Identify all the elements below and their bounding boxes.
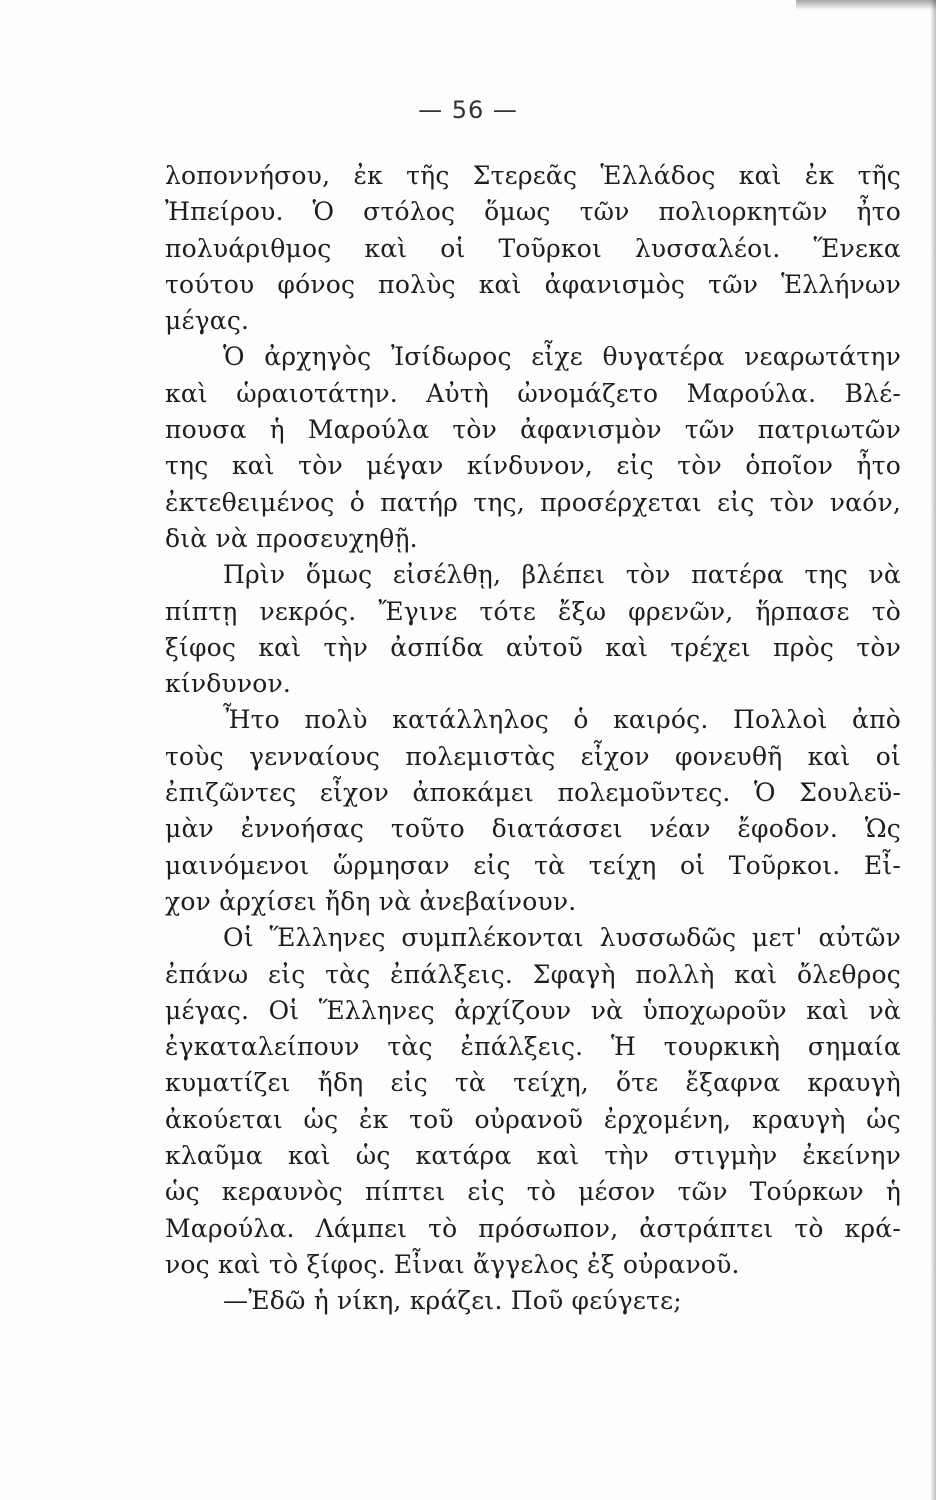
text-line: πουσα ἡ Μαρούλα τὸν ἀφανισμὸν τῶν πατριωτῶν: [165, 415, 901, 445]
text-line: τούτου φόνος πολὺς καὶ ἀφανισμὸς τῶν Ἑλλήνων: [165, 269, 901, 299]
text-line: ἀκούεται ὡς ἐκ τοῦ οὐρανοῦ ἐρχομένη, κραυγὴ ὡς: [165, 1104, 901, 1134]
text-line: μέγας. Οἱ Ἕλληνες ἀρχίζουν νὰ ὑποχωροῦν καὶ νὰ: [165, 995, 901, 1025]
text-line: ἐπάνω εἰς τὰς ἐπάλξεις. Σφαγὴ πολλὴ καὶ ὄλεθρος: [165, 959, 901, 989]
text-line: Οἱ Ἕλληνες συμπλέκονται λυσσωδῶς μετ' αὐτῶν: [223, 923, 901, 953]
scan-top-shadow: [796, 0, 936, 10]
text-line: καὶ ὡραιοτάτην. Αὐτὴ ὠνομάζετο Μαρούλα. Βλέ-: [165, 378, 901, 408]
text-line: της καὶ τὸν μέγαν κίνδυνον, εἰς τὸν ὁποῖον ἦτο: [165, 451, 901, 481]
text-line: λοποννήσου, ἐκ τῆς Στερεᾶς Ἑλλάδος καὶ ἐκ τῆς: [165, 161, 901, 190]
scan-edge-shadow: [930, 0, 936, 1500]
text-line: Ἠπείρου. Ὁ στόλος ὅμως τῶν πολιορκητῶν ἦτο: [165, 197, 901, 227]
text-line: ἐκτεθειμένος ὁ πατήρ της, προσέρχεται εἰς τὸν ναόν,: [165, 487, 901, 517]
text-line: χον ἀρχίσει ἤδη νὰ ἀνεβαίνουν.: [165, 886, 577, 916]
page-number: — 56 —: [418, 96, 518, 124]
body-text: [165, 158, 901, 1320]
text-line: —Ἐδῶ ἡ νίκη, κράζει. Ποῦ φεύγετε;: [223, 1286, 682, 1316]
text-line: Πρὶν ὅμως εἰσέλθῃ, βλέπει τὸν πατέρα της νὰ: [223, 560, 901, 590]
text-line: ἐγκαταλείπουν τὰς ἐπάλξεις. Ἡ τουρκικὴ σημαία: [165, 1032, 901, 1062]
text-line: κίνδυνον.: [165, 669, 292, 699]
text-line: κλαῦμα καὶ ὡς κατάρα καὶ τὴν στιγμὴν ἐκείνην: [165, 1141, 901, 1171]
text-line: πολυάριθμος καὶ οἱ Τοῦρκοι λυσσαλέοι. Ἕνεκα: [165, 233, 901, 263]
text-line: μαινόμενοι ὥρμησαν εἰς τὰ τείχη οἱ Τοῦρκοι. Εἶ-: [165, 850, 901, 880]
text-line: ὡς κεραυνὸς πίπτει εἰς τὸ μέσον τῶν Τούρκων ἡ: [165, 1177, 901, 1207]
text-line: μέγας.: [165, 306, 250, 336]
text-line: Ὁ ἀρχηγὸς Ἰσίδωρος εἶχε θυγατέρα νεαρωτάτην: [223, 342, 901, 372]
text-line: διὰ νὰ προσευχηθῇ.: [165, 523, 418, 553]
text-line: νος καὶ τὸ ξίφος. Εἶναι ἄγγελος ἐξ οὐρανοῦ.: [165, 1249, 740, 1279]
text-line: ξίφος καὶ τὴν ἀσπίδα αὐτοῦ καὶ τρέχει πρὸς τὸν: [165, 632, 901, 662]
text-line: Ἦτο πολὺ κατάλληλος ὁ καιρός. Πολλοὶ ἀπὸ: [223, 705, 901, 735]
text-line: τοὺς γενναίους πολεμιστὰς εἶχον φονευθῆ καὶ οἱ: [165, 741, 901, 771]
text-line: μὰν ἐννοήσας τοῦτο διατάσσει νέαν ἔφοδον. Ὡς: [165, 814, 901, 844]
text-line: πίπτῃ νεκρός. Ἔγινε τότε ἔξω φρενῶν, ἥρπασε τὸ: [165, 596, 901, 626]
text-line: Μαρούλα. Λάμπει τὸ πρόσωπον, ἀστράπτει τὸ κρά-: [165, 1213, 901, 1243]
text-line: κυματίζει ἤδη εἰς τὰ τείχη, ὅτε ἔξαφνα κραυγὴ: [165, 1068, 901, 1098]
text-line: ἐπιζῶντες εἶχον ἀποκάμει πολεμοῦντες. Ὁ Σουλεϋ-: [165, 778, 901, 808]
